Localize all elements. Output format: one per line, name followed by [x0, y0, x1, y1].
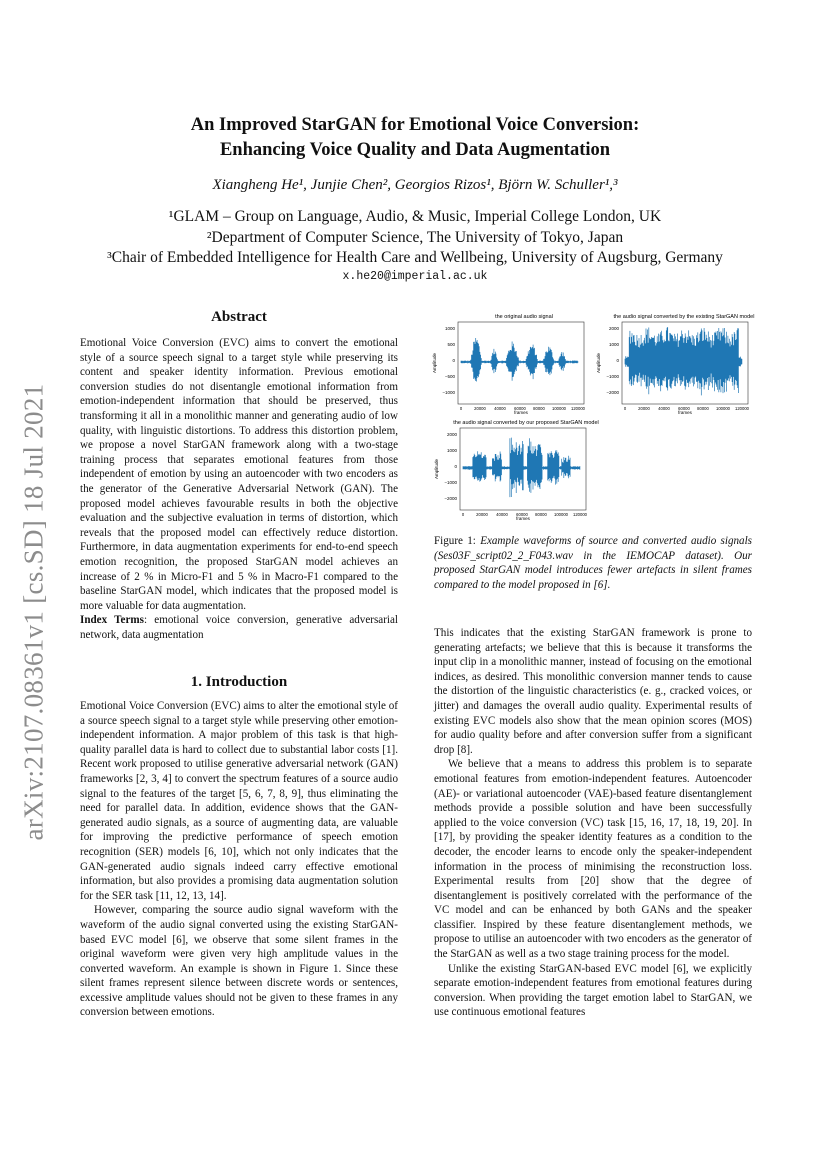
y-tick: −500: [444, 374, 455, 379]
panel-title: the audio signal converted by the existing StarGAN model: [613, 314, 755, 320]
right-paragraph-1: This indicates that the existing StarGAN framework is prone to generating artefacts; we believe that this is because it transforms the input clip in a monolithic manner, instead of focusing on the emotional indices, as desired. This monolithic conversion manner tends to cause the distortion of the linguistic characteristics (e. g., cracked voices, or jitter) and damages the overall audio quality. Experimental results of existing EVC models also show that the mean opinion scores (MOS) for audio quality before and after conversion suffer from a significant drop [8].: [434, 627, 752, 756]
intro-paragraph-1: Emotional Voice Conversion (EVC) aims to alter the emotional style of a source speech signal to a target style while preserving other emotion-independent information. A major problem of this task is that high-quality parallel data is hard to collect due to substantial labor costs [1]. Recent work proposed to utilise generative adversarial network (GAN) frameworks [2, 3, 4] to convert the spectrum features of a source audio signal to the features of the target [5, 6, 7, 8, 9], thus eliminating the need for parallel data. In addition, evidence shows that the GAN-generated audio signals, as a source of augmenting data, are valuable for improving the predictive performance of speech emotion recognition (SER) models [6, 10], which not only indicates that the GAN-generated audio signals indeed carry effective emotional information, but also provides a promising data augmentation solution for the SER task [11, 12, 13, 14].: [80, 700, 398, 902]
figure-caption-label: Figure 1:: [434, 535, 481, 547]
right-column-body: [434, 626, 752, 1020]
paper-title: [80, 113, 750, 163]
y-axis-label: Amplitude: [432, 352, 437, 374]
x-tick: 60000: [514, 406, 526, 411]
abstract-body: [80, 336, 398, 642]
x-axis-label: frames: [516, 516, 530, 521]
x-tick: 60000: [516, 512, 528, 517]
x-tick: 0: [459, 406, 463, 411]
intro-paragraph-2: However, comparing the source audio signal waveform with the waveform of the audio signal converted using the existing StarGAN-based EVC model [6], we observe that some silent frames in the original waveform were given very high amplitude values in the converted waveform. An example is shown in Figure 1. Since these silent frames represent silence between discrete words or sentences, excessive amplitude values should not be given to these frames in any conversion between emotions.: [80, 904, 398, 1019]
x-tick: 20000: [474, 406, 486, 411]
intro-heading: 1. Introduction: [190, 674, 288, 690]
abstract-text: Emotional Voice Conversion (EVC) aims to convert the emotional style of a source speech signal to a target style while preserving its content and speaker identity information. Previous emotional conversion studies do not disentangle emotional information from emotion-independent information that should be preserved, thus transforming it all in a monolithic manner and generating audio of low quality, with linguistic distortions. To address this distortion problem, we propose a novel StarGAN framework along with a two-stage training process that separates emotional features from those independent of emotion by using an autoencoder with two encoders as the generator of the Generative Adversarial Network (GAN). The proposed model achieves favourable results in both the objective evaluation and the subjective evaluation in terms of distortion, which reveals that the proposed model can effectively reduce distortion. Furthermore, in data augmentation experiments for end-to-end speech emotion recognition, the proposed StarGAN model achieves an increase of 2 % in Micro-F1 and 5 % in Macro-F1 compared to the baseline StarGAN model, which indicates that the proposed model is more valuable for data augmentation.: [80, 337, 398, 612]
y-tick: 500: [447, 342, 455, 347]
x-tick: 80000: [535, 512, 547, 517]
x-tick: 80000: [533, 406, 545, 411]
y-tick: −1000: [606, 374, 619, 379]
arxiv-stamp-text: arXiv:2107.08361v1 [cs.SD] 18 Jul 2021: [18, 383, 49, 841]
abstract-heading: Abstract: [211, 309, 267, 325]
y-tick: 2000: [446, 432, 457, 437]
x-tick: 0: [461, 512, 465, 517]
y-tick-labels: [442, 326, 455, 395]
y-tick: −2000: [606, 390, 619, 395]
y-axis-label: Amplitude: [434, 458, 439, 480]
panel-title: the audio signal converted by our proposed StarGAN model: [453, 420, 599, 426]
y-tick-labels: [444, 432, 457, 501]
x-tick: 100000: [716, 406, 730, 411]
author-list: Xiangheng He¹, Junjie Chen², Georgios Rizos¹, Björn W. Schuller¹,³: [212, 177, 618, 193]
y-tick: 0: [616, 358, 619, 363]
y-tick: 1000: [444, 326, 455, 331]
y-tick: 1000: [446, 448, 457, 453]
x-axis-label: frames: [514, 410, 528, 414]
affiliation-3: ³Chair of Embedded Intelligence for Health Care and Wellbeing, University of Augsburg, Germany: [107, 249, 723, 266]
y-axis-label: Amplitude: [596, 352, 601, 374]
waveform-trace: [461, 338, 578, 382]
y-tick: 2000: [608, 326, 619, 331]
affiliation-1: ¹GLAM – Group on Language, Audio, & Music, Imperial College London, UK: [168, 208, 662, 225]
x-tick: 120000: [571, 406, 585, 411]
waveform-trace: [625, 327, 742, 395]
figure-panel-proposed-stargan: [432, 416, 602, 524]
x-tick: 120000: [573, 512, 587, 517]
x-tick: 20000: [476, 512, 488, 517]
index-terms-text: : emotional voice conversion, generative adversarial network, data augmentation: [80, 614, 398, 641]
waveform-existing: [625, 327, 742, 395]
x-tick: 40000: [496, 512, 508, 517]
figure-caption: [434, 534, 752, 592]
title-line-1: An Improved StarGAN for Emotional Voice Conversion:: [190, 115, 640, 135]
x-tick: 20000: [638, 406, 650, 411]
right-paragraph-2: We believe that a means to address this problem is to separate emotional features from emotion-independent features. Autoencoder (AE)- or variational autoencoder (VAE)-based feature disentanglement methods provide a possible solution and have been successfully applied to the voice conversion (VC) task [15, 16, 17, 18, 19, 20]. In [17], by providing the speaker identity features as a condition to the decoder, the encoder learns to encode only the speaker-independent information in the process of minimising the reconstruction loss. Experimental results from [20] show that the degree of disentanglement is positively correlated with the performance of the VC model and can be enhanced by both GANs and the speaker classifier. Inspired by these feature disentanglement methods, we propose to utilise an autoencoder with two encoders as the generator of the StarGAN as well as a two stage training process for the model.: [434, 758, 752, 961]
x-tick: 60000: [678, 406, 690, 411]
panel-title: the original audio signal: [495, 314, 553, 320]
x-tick: 80000: [697, 406, 709, 411]
x-axis-label: frames: [678, 410, 692, 414]
x-tick: 100000: [552, 406, 566, 411]
x-tick: 100000: [554, 512, 568, 517]
arxiv-stamp: [2, 372, 66, 852]
x-tick: 120000: [735, 406, 749, 411]
x-tick: 40000: [494, 406, 506, 411]
contact-email[interactable]: x.he20@imperial.ac.uk: [342, 270, 488, 283]
x-tick: 40000: [658, 406, 670, 411]
waveform-original: [461, 338, 578, 382]
y-tick-labels: [606, 326, 619, 395]
figure-caption-text: Example waveforms of source and converted audio signals (Ses03F_script02_2_F043.wav in the IEMOCAP dataset). Our proposed StarGAN model introduces fewer artefacts in silent frames compared to the model proposed in [6].: [434, 535, 752, 591]
waveform-trace: [463, 438, 580, 498]
y-tick: 1000: [608, 342, 619, 347]
y-tick: 0: [452, 358, 455, 363]
y-tick: 0: [454, 464, 457, 469]
y-tick: −2000: [444, 496, 457, 501]
index-terms-label: Index Terms: [80, 614, 144, 627]
right-paragraph-3: Unlike the existing StarGAN-based EVC model [6], we explicitly separate emotion-independent features from emotional features during conversion. When providing the target emotion label to StarGAN, we use continuous emotional features: [434, 962, 752, 1019]
affiliation-2: ²Department of Computer Science, The University of Tokyo, Japan: [206, 229, 624, 246]
waveform-proposed: [463, 438, 580, 498]
figure-panel-existing-stargan: [594, 310, 760, 414]
title-line-2: Enhancing Voice Quality and Data Augmentation: [219, 140, 611, 160]
intro-body: [80, 699, 398, 1020]
y-tick: −1000: [444, 480, 457, 485]
index-terms: [80, 613, 398, 642]
x-tick: 0: [623, 406, 627, 411]
figure-panel-original: [430, 310, 600, 414]
y-tick: −1000: [442, 390, 455, 395]
